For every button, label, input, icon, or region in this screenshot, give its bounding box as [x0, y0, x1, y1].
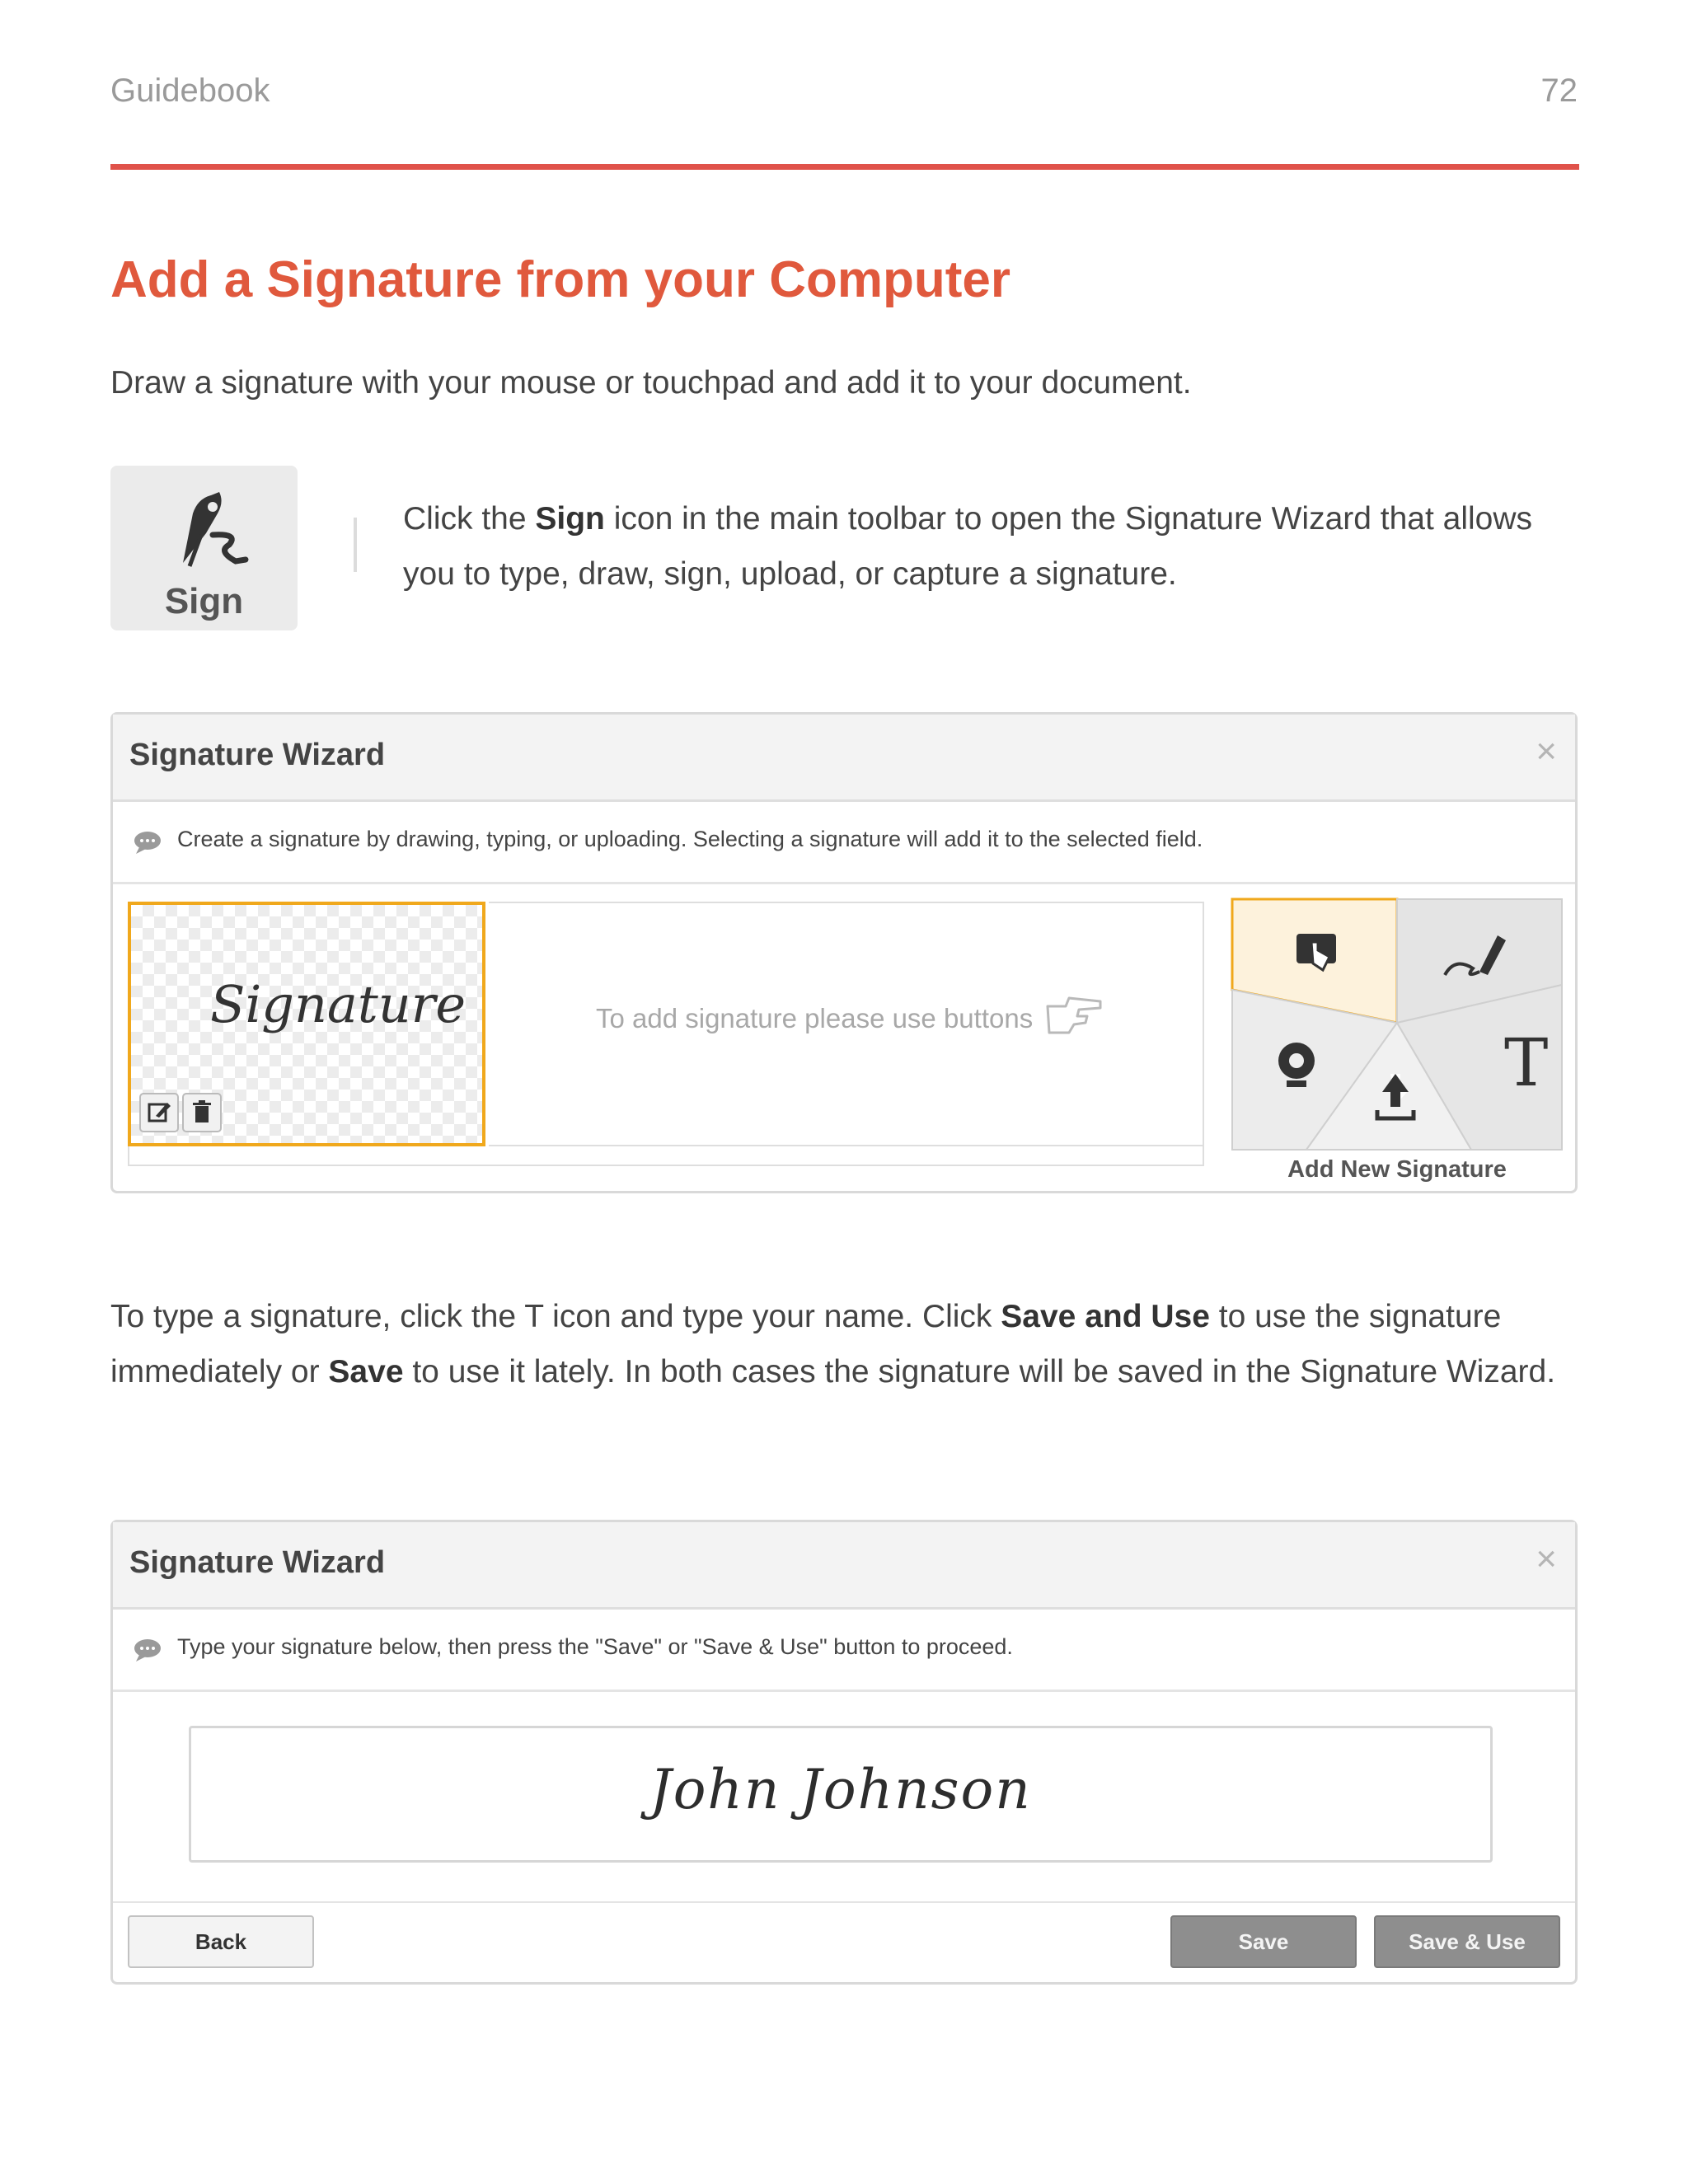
- dialog-info-bar: [113, 1607, 1575, 1692]
- signature-wizard-dialog: [110, 712, 1578, 1193]
- signature-tool-selector: [1232, 899, 1562, 1150]
- dialog-title: Signature Wizard: [129, 738, 386, 772]
- sign-button-label: Sign: [164, 581, 244, 621]
- divider: [354, 518, 357, 572]
- step-text: [403, 491, 1557, 602]
- trash-icon: [184, 1094, 220, 1131]
- typed-signature: John Johnson: [649, 1758, 1032, 1821]
- signature-wizard-type-dialog: [110, 1520, 1578, 1985]
- section-title: Add a Signature from your Computer: [110, 251, 1010, 308]
- paragraph-bold: Save: [328, 1354, 404, 1390]
- paragraph-part: to use it lately. In both cases the signature will be saved in the Signature Wizard.: [403, 1354, 1556, 1390]
- signature-text-input[interactable]: [189, 1726, 1493, 1863]
- step-text-part: icon in the main toolbar to open the Signature Wizard that allows you to type, draw, sign, upload, or capture a signature.: [403, 501, 1533, 592]
- intro-text: Draw a signature with your mouse or touchpad and add it to your document.: [110, 365, 1192, 401]
- step-text-bold: Sign: [535, 501, 605, 537]
- dialog-header: [113, 1522, 1575, 1610]
- dialog-info-text: Type your signature below, then press the "Save" or "Save & Use" button to proceed.: [177, 1634, 1013, 1659]
- save-button[interactable]: Save: [1170, 1915, 1357, 1968]
- paragraph-bold: Save and Use: [1001, 1299, 1210, 1334]
- button-row-divider: [113, 1901, 1575, 1903]
- page-number: 72: [1540, 73, 1578, 109]
- sign-toolbar-button[interactable]: [110, 466, 298, 630]
- edit-signature-button[interactable]: [139, 1093, 179, 1132]
- chat-bubble-icon: [133, 1638, 162, 1661]
- signature-script: Signature: [210, 974, 467, 1034]
- dialog-info-bar: [113, 799, 1575, 884]
- header-rule: [110, 164, 1579, 170]
- saved-signature-card[interactable]: [128, 902, 485, 1146]
- dialog-info-text: Create a signature by drawing, typing, or uploading. Selecting a signature will add it to the selected field.: [177, 827, 1203, 851]
- signature-area-footer: [128, 1146, 1204, 1166]
- signature-image: [210, 971, 467, 1070]
- add-new-signature-label: Add New Signature: [1287, 1156, 1507, 1183]
- back-button[interactable]: Back: [128, 1915, 314, 1968]
- paragraph-part: to use the signature immediately or: [110, 1299, 1502, 1390]
- drop-hint-text: To add signature please use buttons: [596, 1003, 1034, 1033]
- close-icon[interactable]: ×: [1536, 1539, 1557, 1579]
- body-paragraph: [110, 1289, 1586, 1399]
- chat-bubble-icon: [133, 831, 162, 854]
- pointing-hand-icon: [1044, 991, 1105, 1038]
- edit-icon: [141, 1094, 177, 1131]
- paragraph-part: To type a signature, click the T icon and type your name. Click: [110, 1299, 1001, 1334]
- type-text-icon: T: [1504, 1024, 1549, 1101]
- delete-signature-button[interactable]: [182, 1093, 222, 1132]
- close-icon[interactable]: ×: [1536, 731, 1557, 771]
- dialog-header: [113, 715, 1575, 802]
- dialog-title: Signature Wizard: [129, 1545, 386, 1580]
- step-text-part: Click the: [403, 501, 536, 537]
- save-and-use-button[interactable]: Save & Use: [1374, 1915, 1560, 1968]
- running-header: Guidebook: [110, 73, 270, 109]
- pen-nib-icon: [165, 484, 247, 571]
